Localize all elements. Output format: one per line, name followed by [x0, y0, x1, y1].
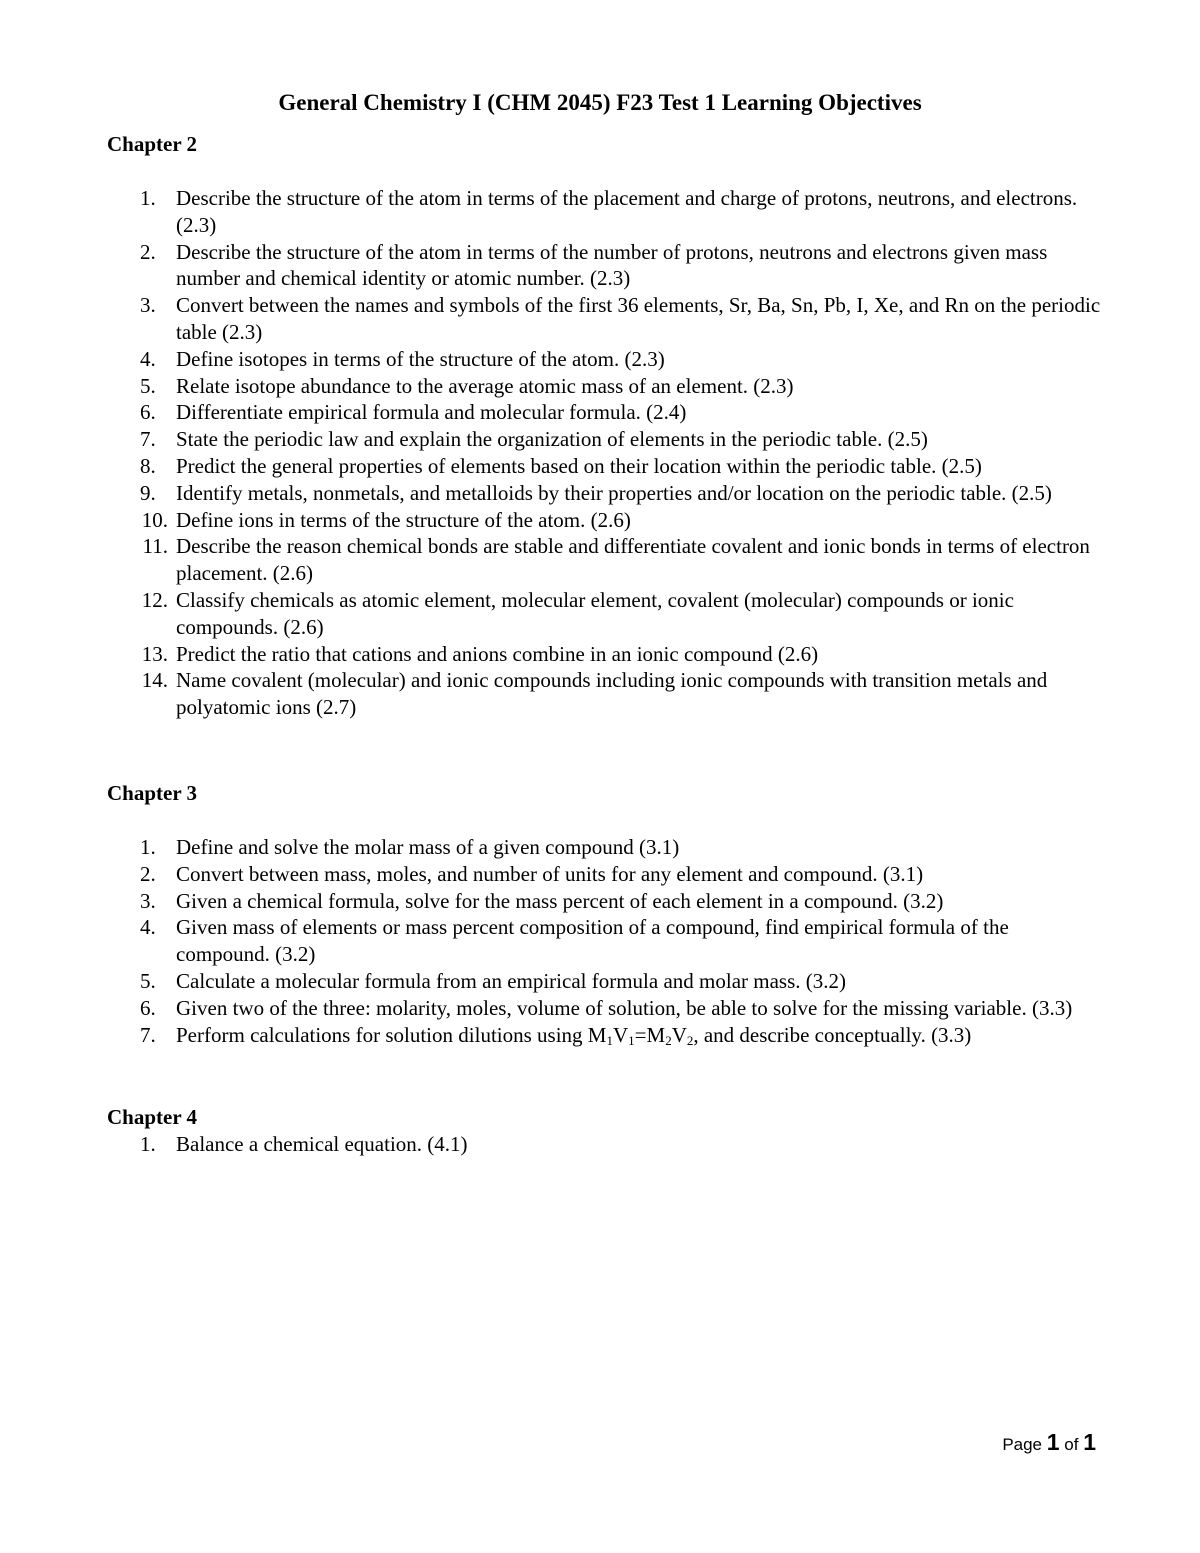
objective-item: [107, 834, 1101, 861]
objective-text: Given a chemical formula, solve for the mass percent of each element in a compound. (3.2): [176, 888, 944, 913]
page-number-footer: [1002, 1428, 1096, 1459]
objective-item: [107, 1131, 1101, 1158]
objective-item: [107, 480, 1101, 507]
objective-number: 3.: [140, 293, 156, 318]
objective-number: 11.: [142, 534, 168, 559]
objective-item: [107, 888, 1101, 915]
objective-number: 1.: [140, 835, 156, 859]
objective-number: 6.: [140, 995, 156, 1020]
objective-item: [107, 995, 1101, 1022]
chapter-3-section: [107, 780, 1107, 1048]
objective-number: 1.: [140, 186, 156, 210]
objective-item: [107, 373, 1101, 400]
objective-text-before: Perform calculations for solution dilutions using: [176, 1022, 588, 1047]
objective-number: 2.: [140, 239, 156, 264]
objective-text: Given two of the three: molarity, moles, volume of solution, be able to solve for the missing variable. (3.3): [176, 995, 1073, 1020]
objective-number: 2.: [140, 861, 156, 886]
chapter-heading: Chapter 4: [107, 1105, 198, 1129]
objective-number: 9.: [140, 480, 156, 505]
objective-number: 4.: [140, 915, 156, 940]
objective-item: [107, 453, 1101, 480]
objectives-list: [107, 834, 1107, 1048]
objective-text: Convert between mass, moles, and number of units for any element and compound. (3.1): [176, 861, 924, 886]
total-pages-number: 1: [1083, 1429, 1096, 1455]
objective-number: 7.: [140, 1022, 156, 1047]
objective-text: Define isotopes in terms of the structure of the atom. (2.3): [176, 346, 665, 371]
objective-number: 14.: [141, 668, 168, 693]
page-label: Page: [1002, 1435, 1043, 1454]
objective-text: Calculate a molecular formula from an empirical formula and molar mass. (3.2): [176, 968, 847, 993]
objective-item: [107, 399, 1101, 426]
objective-item: [107, 292, 1101, 346]
objective-item: [107, 914, 1101, 968]
objective-text: Define and solve the molar mass of a given compound (3.1): [176, 835, 680, 859]
objective-number: 5.: [140, 373, 156, 398]
objective-item: [107, 1022, 1101, 1049]
objective-item: [107, 185, 1101, 239]
objective-text: Classify chemicals as atomic element, molecular element, covalent (molecular) compounds or ionic compounds. (2.6): [176, 587, 1014, 639]
objectives-list: [107, 1131, 1107, 1158]
current-page-number: 1: [1046, 1429, 1060, 1455]
objective-text: Predict the general properties of elements based on their location within the periodic table. (2.5): [176, 453, 982, 478]
objective-text: Differentiate empirical formula and molecular formula. (2.4): [176, 400, 687, 425]
objective-text: Identify metals, nonmetals, and metalloids by their properties and/or location on the periodic table. (2.5): [176, 480, 1052, 505]
objective-number: 5.: [140, 968, 156, 993]
objective-number: 7.: [140, 427, 156, 452]
objective-text-after: , and describe conceptually. (3.3): [693, 1022, 972, 1047]
objective-item: [107, 667, 1101, 721]
objective-text: Convert between the names and symbols of the first 36 elements, Sr, Ba, Sn, Pb, I, Xe, and Rn on the periodic table (2.3): [176, 293, 1101, 344]
objective-item: [107, 426, 1101, 453]
objective-item: [107, 533, 1101, 587]
objective-text: Define ions in terms of the structure of the atom. (2.6): [176, 507, 631, 532]
objective-item: [107, 346, 1101, 373]
objectives-list: [107, 185, 1107, 721]
of-label: of: [1064, 1435, 1079, 1454]
objective-item: [107, 587, 1101, 641]
objective-text: Describe the structure of the atom in terms of the number of protons, neutrons and electrons given mass number and chemical identity or atomic number. (2.3): [176, 239, 1048, 291]
chapter-2-section: [107, 131, 1107, 721]
objective-text: Name covalent (molecular) and ionic compounds including ionic compounds with transition metals and polyatomic ions (2.7): [176, 668, 1048, 720]
dilution-formula: $M_1V_1=M_2V_2$: [587, 1022, 694, 1048]
objective-number: 8.: [140, 453, 156, 478]
objective-text: Describe the reason chemical bonds are stable and differentiate covalent and ionic bonds in terms of electron placement. (2.6): [176, 534, 1090, 586]
objective-text: Predict the ratio that cations and anions combine in an ionic compound (2.6): [176, 641, 819, 666]
objective-text: Describe the structure of the atom in terms of the placement and charge of protons, neutrons, and electrons. (2.3): [176, 186, 1078, 237]
objective-item: [107, 861, 1101, 888]
objective-number: 1.: [140, 1132, 156, 1156]
objective-text: [176, 1023, 971, 1047]
page-title: General Chemistry I (CHM 2045) F23 Test 1 Learning Objectives: [278, 90, 922, 116]
objective-number: 6.: [140, 400, 156, 425]
chapter-4-section: [107, 1104, 1107, 1158]
objective-text: Balance a chemical equation. (4.1): [176, 1132, 468, 1156]
chapter-heading: Chapter 2: [107, 132, 198, 156]
objective-item: [107, 239, 1101, 293]
objective-text: State the periodic law and explain the organization of elements in the periodic table. (2.5): [176, 427, 928, 452]
objective-item: [107, 507, 1101, 534]
objective-number: 3.: [140, 888, 156, 913]
objective-number: 4.: [140, 346, 156, 371]
chapter-heading: Chapter 3: [107, 781, 198, 805]
objective-number: 10.: [141, 507, 168, 532]
objective-text: Given mass of elements or mass percent composition of a compound, find empirical formula of the compound. (3.2): [176, 915, 1009, 967]
objective-number: 13.: [141, 641, 168, 666]
objective-item: [107, 968, 1101, 995]
objective-number: 12.: [141, 587, 168, 612]
objective-text: Relate isotope abundance to the average atomic mass of an element. (2.3): [176, 373, 794, 398]
objective-item: [107, 641, 1101, 668]
